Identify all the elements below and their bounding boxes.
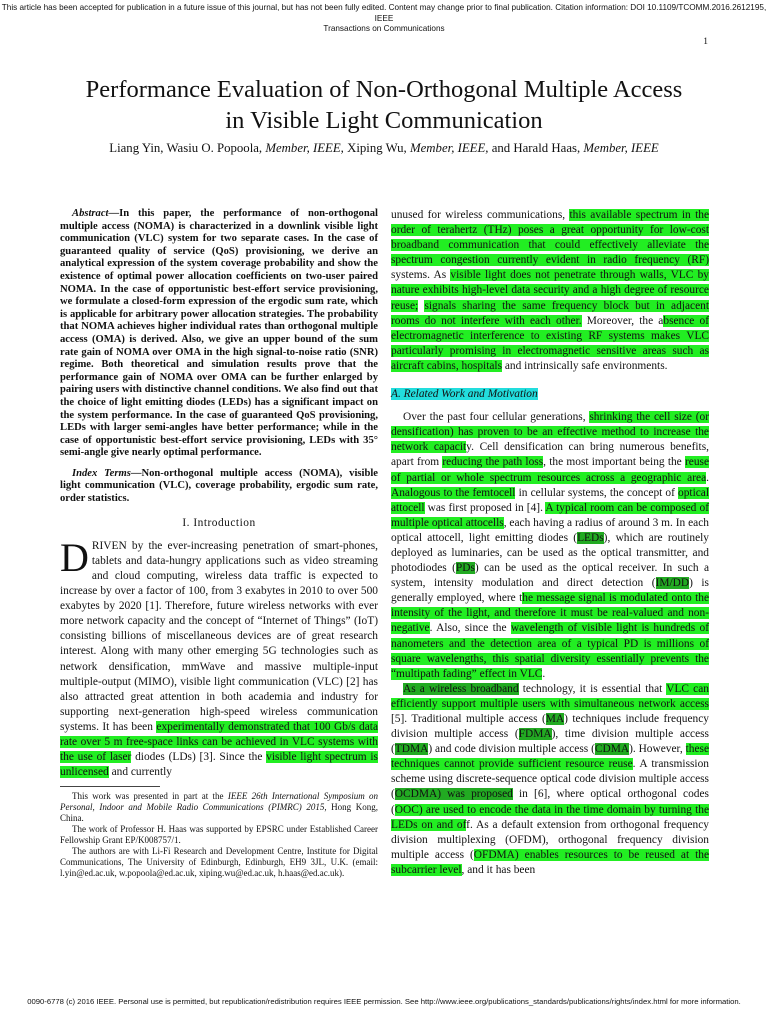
index-terms-label: Index Terms [72,467,131,479]
body-paragraph [391,410,709,682]
body-text: Over the past four cellular generations, [403,411,590,424]
abstract [60,208,378,460]
highlighted-text: experimentally demonstrated that 100 Gb/s data rate over 5 m free-space links can be achieved in VLC systems with the use of laser [60,720,378,764]
body-text: . [706,471,709,484]
author-role: Member, IEEE [583,141,659,155]
drop-cap: D [60,534,89,580]
body-text: ). However, [629,743,686,756]
body-text: in [6], where optical orthogonal codes ( [391,788,709,816]
author-list [30,141,738,156]
highlighted-text: TDMA [394,743,429,756]
title-line-2: in Visible Light Communication [225,107,543,134]
highlighted-text: optical attocell [391,486,710,514]
highlighted-text: FDMA [518,728,552,741]
footnote-text: , Hong Kong, China. [60,802,378,824]
title-line-1: Performance Evaluation of Non-Orthogonal Multiple Access [85,76,683,103]
abstract-text: —In this paper, the performance of non-orthogonal multiple access (NOMA) is characterized in a downlink visible light communication (VLC) system for two separate cases. In the case of guaranteed quality of service (QoS) provisioning, we derive an analytical expression of the system coverage probability and show the existence of optimal power allocation coefficients on two-user paired NOMA. In the case of opportunistic best-effort service provisioning, we formulate a closed-form expression of the ergodic sum rate, which is applicable for arbitrary power allocation strategies. The probability that NOMA achieves higher individual rates than orthogonal multiple access (OMA) is derived. Also, we give an upper bound of the sum rate gain of NOMA over OMA in the high signal-to-noise ratio (SNR) regime. Both theoretical and simulation results prove that the performance gain of NOMA over OMA can be further enlarged by pairing users with distinctive channel conditions. We also find out that the choice of light emitting diodes (LEDs) has a significant impact on the system performance. In the case of guaranteed QoS provisioning, LEDs with larger semi-angles have better performance; while in the case of opportunistic best-effort service provisioning, LEDs with 35° semi-angle give nearly optimal performance. [60,208,378,459]
highlighted-text: this available spectrum in the order of terahertz (THz) poses a great opportunity for low-cost broadband communication that could effectively alleviate the spectrum congestion currently evident in radio frequency (RF) [391,209,710,267]
copyright-footer: 0090-6778 (c) 2016 IEEE. Personal use is permitted, but republication/redistribution requires IEEE permission. See http://www.ieee.org/publications_standards/publications/rights/index.html for more information. [27,997,741,1006]
highlighted-text: reuse of partial or whole spectrum resources across a geographic area [391,456,710,484]
left-column [60,208,378,879]
highlighted-text: these techniques cannot provide sufficient resource reuse [391,743,709,771]
subsection-heading [391,387,709,402]
author-name: and Harald Haas, [491,141,581,155]
body-text: , the most important being the [543,456,685,469]
body-text: and intrinsically safe environments. [502,359,668,372]
author-name: Wasiu O. Popoola, [166,141,263,155]
footnote: The authors are with Li-Fi Research and Development Centre, Institute for Digital Communications, The University of Edinburgh, Edinburgh, EH9 3JL, U.K. (email: l.yin@ed.ac.uk, w.popoola@ed.ac.uk, xiping.wu@ed.ac.uk, h.haas@ed.ac.uk). [60,846,378,879]
section-heading: I. Introduction [182,516,256,529]
highlighted-text: he message signal is modulated onto the intensity of the light, and therefore it must be real-valued and non-negative [391,592,709,635]
body-text: RIVEN by the ever-increasing penetration of smart-phones, tablets and data-hungry applications such as video streaming and cloud computing, wireless data traffic is expected to increase by over a factor of 100, from 3 exabytes in 2010 to over 500 exabytes by 2020 [1]. Therefore, future wireless networks with ever more network capacity and the concept of “Internet of Things” (IoT) consisting billions of miscellaneous devices are of great research interest. Along with many other emerging 5G technologies such as network densification, mmWave and massive multiple-input multiple-output (MIMO), visible light communication (VLC) [2] has also attracted great attention in both academia and industry for supporting next-generation high-speed wireless communication systems. It has been [60,539,378,733]
body-text: . A transmission scheme using discrete-sequence optical code division multiple access ( [391,758,709,801]
body-text: ) is generally employed, where t [391,577,709,605]
highlighted-text: visible light does not penetrate through walls, VLC by nature exhibits high-level data security and a high degree of resource reuse; [391,269,709,312]
body-text: technology, it is essential that [518,682,667,695]
footnote-divider [60,786,160,787]
journal-notice [0,3,768,35]
highlighted-text: MA [545,713,565,725]
right-column [391,208,709,878]
body-text: ), time division multiple access ( [391,728,709,756]
body-text: was first proposed in [4]. [424,501,546,514]
highlighted-text: OOC) are used to encode the data in the time domain by turning the LEDs on and of [391,803,709,831]
page-number: 1 [703,37,708,47]
footnote: The work of Professor H. Haas was supported by EPSRC under Established Career Fellowship Grant EP/K008757/1. [60,824,378,846]
body-text: , each having a radius of around 3 m. In each optical attocell, light emitting diodes ( [391,516,709,544]
highlighted-text: visible light spectrum is unlicensed [60,751,378,779]
author-role: Member, IEEE, [265,141,344,155]
body-text: f. As a default extension from orthogonal frequency division multiplexing (OFDM), orthogonal frequency division multiple access ( [391,818,709,861]
highlighted-text: wavelength of visible light is hundreds of nanometers and the detection area of a typical PD is millions of square wavelengths, this spatial diversity essentially prevents the “multipath fading” effect in VLC [391,622,709,680]
abstract-label: Abstract [72,208,109,219]
highlighted-text: IM/DD [655,577,690,590]
body-paragraph [391,682,709,878]
highlighted-text: CDMA [594,743,630,756]
highlighted-text: As a wireless broadband [403,682,519,695]
body-text: and currently [108,766,172,779]
highlighted-text: LEDs [577,531,604,544]
body-text: Moreover, the a [581,314,664,327]
journal-notice-line2: Transactions on Communications [323,24,445,33]
subsection-title: A. Related Work and Motivation [391,388,538,401]
author-role: Member, IEEE, [409,141,489,155]
highlighted-text: shrinking the cell size (or densification) has proven to be an effective method to increase the network capacit [391,411,709,454]
highlighted-text: OCDMA) was proposed [394,788,513,801]
highlighted-text: signals sharing the same frequency block but in adjacent rooms do not interfere with each other. [391,299,709,327]
body-text: systems. As [391,269,451,282]
body-text: , and it has been [461,863,536,876]
body-paragraph [391,208,709,374]
highlighted-text: PDs [455,562,475,575]
highlighted-text: reducing the path loss [442,456,544,469]
author-name: Liang Yin, [109,141,164,155]
body-text: unused for wireless communications, [391,209,570,221]
highlighted-text: bsence of electromagnetic interference to existing RF systems makes VLC particularly promising in electromagnetic sensitive areas such as aircraft cabins, hospitals [391,314,710,372]
body-text: diodes (LDs) [3]. Since the [131,751,267,764]
body-text: [5]. Traditional multiple access ( [391,713,546,725]
body-text: ) can be used as the optical receiver. In such a system, intensity modulation and direct detection ( [391,562,710,590]
highlighted-text: Analogous to the femtocell [391,486,516,499]
journal-notice-line1: This article has been accepted for publication in a future issue of this journal, but has not been fully edited. Content may change prior to final publication. Citation information: DOI 10.1109/TCOMM.2016.2612195, IEEE [1,3,767,23]
body-text: in cellular systems, the concept of [515,486,679,499]
body-text: . Also, since the [429,622,511,635]
highlighted-text: VLC can efficiently support multiple users with simultaneous network access [391,682,709,710]
body-text: ) techniques include frequency division multiple access ( [391,713,709,741]
body-text: . [542,667,546,680]
index-terms-text: —Non-orthogonal multiple access (NOMA), visible light communication (VLC), coverage probability, ergodic sum rate, order statistics. [60,467,378,505]
footnote-text: This work was presented in part at the [72,791,228,802]
paper-title [40,74,728,136]
author-name: Xiping Wu, [347,141,407,155]
body-text: ), which are routinely deployed as luminaries, can be used as the optical transmitter, and photodiodes ( [391,531,709,575]
index-terms [60,468,378,506]
body-text: y. Cell densification can bring numerous benefits, apart from [391,441,710,469]
footnote-venue: IEEE 26th International Symposium on Personal, Indoor and Mobile Radio Communications (PIMRC) 2015 [60,791,378,813]
body-text: ) and code division multiple access ( [428,743,595,756]
intro-paragraph [60,534,378,781]
highlighted-text: OFDMA) enables resources to be reused at the subcarrier level [391,848,710,876]
footnote [60,791,378,824]
highlighted-text: A typical room can be composed of multiple optical attocells [391,501,709,529]
